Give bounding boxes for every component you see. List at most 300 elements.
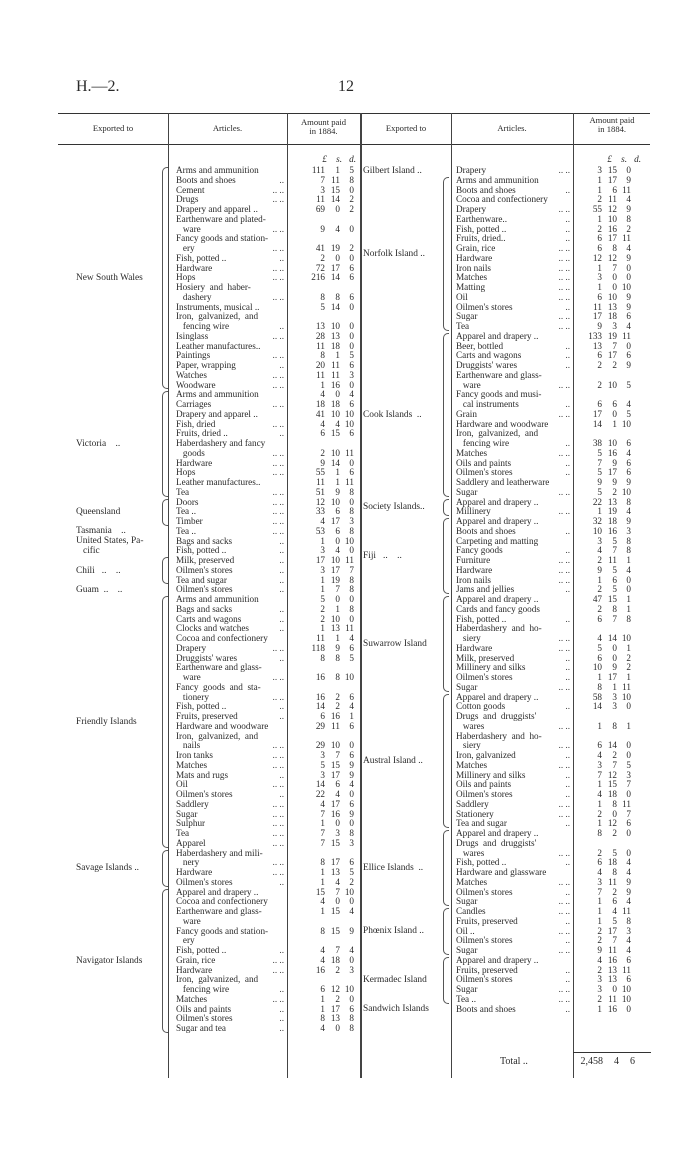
article-name: Woodware	[176, 380, 216, 390]
amount-pounds	[301, 732, 325, 742]
amount-pence: 6	[349, 643, 354, 653]
amount-pounds	[301, 917, 325, 927]
leader-dots: .. ..	[558, 292, 570, 302]
article-row	[176, 195, 284, 205]
article-row	[456, 975, 570, 985]
article-name: tionery	[176, 692, 209, 702]
amount-pounds: 216	[311, 273, 325, 283]
amount-pounds: 29	[315, 721, 325, 731]
amount-pounds: 8	[320, 926, 325, 936]
column-rule	[451, 113, 452, 1078]
article-name: Boots and shoes	[176, 175, 236, 185]
leader-dots: ..	[279, 585, 284, 595]
amount-shillings: 10	[330, 448, 340, 458]
article-name: Matting	[456, 283, 486, 292]
amount-pounds: 1	[597, 897, 602, 907]
amount-shillings: 4	[335, 877, 340, 887]
amount-shillings: 15	[607, 166, 617, 175]
article-name: Iron, galvanized, and	[176, 975, 259, 985]
amount-row	[578, 810, 631, 820]
leader-dots: .. ..	[558, 799, 570, 809]
destination-group	[363, 499, 449, 517]
article-row	[176, 751, 284, 761]
brace-mark	[162, 889, 168, 1033]
article-name: Drapery and apparel ..	[176, 205, 258, 214]
amount-pounds: 6	[597, 244, 602, 253]
articles-header: Articles.	[497, 123, 527, 133]
article-name: Fancy goods and musi-	[456, 390, 542, 400]
leader-dots: .. ..	[272, 751, 284, 760]
article-name: Fruits, preserved	[456, 965, 518, 975]
amount-row	[578, 800, 631, 810]
article-name: Hardware	[176, 965, 213, 975]
amount-pence: 5	[626, 380, 631, 390]
amount-pounds: 51	[315, 487, 325, 497]
article-name: Millinery and silks	[456, 663, 526, 673]
leader-dots: .. ..	[558, 809, 570, 819]
amount-shillings: 14	[607, 741, 617, 751]
pound-unit: £	[322, 155, 327, 164]
article-name: Leather manufactures..	[176, 341, 261, 351]
article-row	[176, 722, 284, 732]
article-row	[176, 878, 284, 888]
article-row	[176, 342, 284, 352]
amount-pounds: 55	[592, 205, 602, 214]
leader-dots: .. ..	[272, 448, 284, 458]
amount-pence: 2	[626, 224, 631, 234]
amount-pence	[340, 283, 354, 293]
amount-pence: 6	[349, 429, 354, 439]
article-row	[176, 712, 284, 722]
leader-dots: ..	[565, 400, 570, 409]
amount-pounds: 1	[597, 673, 602, 682]
article-name: Earthenware and glass-	[456, 370, 542, 380]
amount-shillings: 6	[335, 526, 340, 536]
article-name: Fruits, dried ..	[176, 429, 228, 439]
amount-pounds: 6	[597, 858, 602, 868]
amount-pounds: 1	[320, 624, 325, 634]
amount-pence: 3	[626, 770, 631, 780]
article-name: Fish, potted ..	[456, 614, 507, 624]
article-row	[176, 605, 284, 615]
amount-pence: 1	[626, 595, 631, 604]
amount-pounds: 22	[315, 790, 325, 799]
amount-shillings: 4	[612, 907, 617, 916]
amount-pence: 10	[621, 985, 631, 994]
article-row	[176, 1014, 284, 1024]
amount-pounds: 1	[320, 585, 325, 595]
amount-pence: 9	[626, 517, 631, 526]
amount-shillings: 17	[607, 673, 617, 682]
brace-mark	[443, 518, 449, 594]
amount-shillings: 14	[330, 195, 340, 205]
destination-name: Victoria ..	[76, 438, 121, 449]
article-name: Drugs and druggists'	[456, 838, 537, 848]
amount-header	[287, 118, 360, 136]
leader-dots: .. ..	[558, 487, 570, 497]
amount-pounds	[578, 429, 602, 439]
amount-pence: 0	[349, 331, 354, 341]
amount-shillings: 18	[607, 312, 617, 322]
article-name: Oilmen's stores	[176, 585, 233, 595]
leader-dots: .. ..	[272, 838, 284, 848]
leader-dots: .. ..	[272, 819, 284, 829]
amount-shillings: 13	[330, 868, 340, 877]
article-row	[456, 371, 570, 381]
amount-pounds: 72	[315, 263, 325, 273]
leader-dots: ..	[279, 985, 284, 994]
amount-pounds	[301, 975, 325, 985]
amount-pence: 0	[626, 751, 631, 760]
article-name: Oilmen's stores	[456, 468, 513, 478]
article-row	[456, 400, 570, 410]
amount-shillings: 7	[612, 263, 617, 273]
article-name: Drapery and apparel ..	[176, 409, 258, 419]
article-name: Stationery	[456, 809, 494, 819]
amount-row	[301, 858, 354, 868]
article-row	[456, 420, 570, 430]
amount-shillings: 6	[335, 780, 340, 790]
amount-pounds: 6	[597, 400, 602, 409]
amount-pounds: 133	[588, 331, 602, 341]
amount-row	[301, 624, 354, 634]
amount-shillings: 5	[612, 536, 617, 546]
amount-shillings: 7	[612, 546, 617, 556]
amount-pence: 3	[349, 965, 354, 975]
article-name: Haberdashery and ho-	[456, 624, 542, 634]
amount-row	[301, 585, 354, 595]
amount-shillings: 2	[612, 751, 617, 760]
leader-dots: .. ..	[558, 634, 570, 643]
amount-row	[301, 478, 354, 488]
article-name: Drugs	[176, 195, 199, 205]
leader-dots: ..	[565, 546, 570, 556]
brace-mark	[162, 557, 168, 584]
article-row	[456, 507, 570, 517]
amount-pounds: 3	[320, 565, 325, 575]
amount-pence	[340, 439, 354, 449]
amount-shillings	[325, 936, 340, 946]
article-name: Boots and shoes	[456, 1004, 516, 1014]
amount-shillings: 17	[330, 517, 340, 526]
amount-pounds	[301, 936, 325, 946]
amount-pence: 6	[626, 955, 631, 965]
amount-pence: 4	[349, 907, 354, 916]
article-name: fencing wire	[176, 322, 230, 331]
amount-pence	[617, 429, 631, 439]
amount-row	[301, 829, 354, 839]
amount-pounds: 1	[320, 1004, 325, 1014]
amount-row	[578, 166, 631, 176]
amount-pounds: 29	[315, 741, 325, 751]
amount-pence: 6	[626, 975, 631, 985]
amount-shillings: 15	[330, 429, 340, 439]
table-top-rule	[58, 113, 650, 114]
article-row	[456, 361, 570, 371]
article-row	[456, 381, 570, 391]
amount-row	[301, 615, 354, 625]
leader-dots: ..	[279, 361, 284, 370]
leader-dots: .. ..	[558, 985, 570, 994]
pound-unit: £	[607, 155, 612, 164]
amount-row	[301, 273, 354, 283]
amount-shillings: 8	[335, 653, 340, 663]
article-row	[176, 244, 284, 254]
leader-dots: .. ..	[272, 829, 284, 838]
amount-pence: 4	[626, 195, 631, 205]
amount-pounds: 11	[316, 370, 325, 380]
amount-row	[301, 176, 354, 186]
amount-shillings: 13	[330, 624, 340, 634]
amount-pence: 4	[349, 634, 354, 643]
leader-dots: .. ..	[558, 575, 570, 585]
amount-shillings: 8	[612, 868, 617, 877]
article-row	[456, 585, 570, 595]
amount-row	[301, 234, 354, 244]
amount-shillings: 12	[330, 985, 340, 994]
amount-shillings: 7	[335, 946, 340, 955]
amount-row	[578, 634, 631, 644]
article-row	[176, 449, 284, 459]
article-name: Oil	[176, 780, 188, 790]
amount-pence	[340, 234, 354, 244]
leader-dots: .. ..	[558, 760, 570, 770]
amount-pence: 10	[621, 283, 631, 292]
amount-shillings: 2	[612, 829, 617, 838]
amount-row	[301, 878, 354, 888]
article-row	[456, 800, 570, 810]
amount-row	[578, 420, 631, 430]
amount-shillings: 7	[612, 341, 617, 351]
article-name: Fish, potted ..	[176, 946, 227, 955]
amount-shillings: 11	[608, 946, 617, 955]
leader-dots: ..	[565, 653, 570, 663]
article-row	[456, 819, 570, 829]
article-row	[456, 322, 570, 332]
article-name: Iron, galvanized, and	[176, 312, 259, 322]
amount-shillings: 19	[607, 331, 617, 341]
article-row	[456, 741, 570, 751]
amount-row	[301, 693, 354, 703]
amount-shillings: 0	[612, 409, 617, 419]
amount-shillings: 9	[335, 643, 340, 653]
amount-pounds: 3	[597, 985, 602, 994]
amount-pence: 11	[622, 185, 631, 195]
amount-pence: 0	[349, 322, 354, 331]
leader-dots: ..	[565, 819, 570, 829]
article-row	[176, 985, 284, 995]
article-row	[176, 478, 284, 488]
amount-pence: 5	[626, 409, 631, 419]
amount-pence: 4	[626, 507, 631, 517]
leader-dots: ..	[565, 234, 570, 244]
amount-shillings: 17	[607, 468, 617, 478]
pence-unit: d.	[349, 155, 356, 164]
amount-header-line2: in 1884.	[597, 124, 627, 134]
amount-row	[301, 654, 354, 664]
amount-pounds: 4	[597, 868, 602, 877]
shilling-unit: s.	[336, 155, 342, 164]
amount-pence: 1	[626, 556, 631, 565]
left-articles-column	[176, 166, 284, 1034]
amount-pence: 0	[349, 955, 354, 965]
amount-pounds: 8	[320, 858, 325, 868]
amount-pence	[340, 215, 354, 225]
amount-pence: 2	[626, 653, 631, 663]
amount-shillings: 18	[607, 858, 617, 868]
amount-pence: 9	[626, 175, 631, 185]
amount-pence: 10	[621, 994, 631, 1004]
destination-group	[76, 889, 168, 1033]
article-row	[176, 868, 284, 878]
amount-row	[578, 663, 631, 673]
amount-pounds: 3	[597, 877, 602, 887]
amount-pounds: 18	[315, 400, 325, 409]
leader-dots: ..	[565, 663, 570, 673]
amount-shillings: 16	[607, 448, 617, 458]
amount-pounds: 8	[320, 351, 325, 361]
amount-pence: 5	[349, 653, 354, 663]
amount-pence: 8	[626, 546, 631, 556]
article-name: Mats and rugs	[176, 770, 229, 780]
article-row	[456, 673, 570, 683]
amount-shillings: 15	[330, 907, 340, 916]
amount-shillings: 10	[607, 292, 617, 302]
amount-pounds: 55	[315, 468, 325, 478]
destination-name: Ellice Islands ..	[363, 863, 424, 873]
total-amount	[573, 1056, 635, 1067]
amount-shillings	[602, 712, 617, 722]
article-name: Fruits, preserved	[176, 712, 238, 721]
amount-pounds: 17	[592, 409, 602, 419]
article-row	[176, 615, 284, 625]
amount-shillings: 9	[612, 663, 617, 673]
article-name: Apparel and drapery ..	[456, 331, 539, 341]
leader-dots: .. ..	[272, 965, 284, 975]
amount-pounds: 16	[315, 692, 325, 702]
amount-shillings: 4	[335, 546, 340, 556]
destination-name: United States, Pa-	[76, 536, 144, 546]
amount-row	[578, 761, 631, 771]
amount-pence: 8	[626, 214, 631, 224]
amount-pounds: 41	[315, 244, 325, 253]
amount-pounds: 8	[320, 1014, 325, 1024]
article-row	[456, 897, 570, 907]
article-row	[176, 303, 284, 313]
leader-dots: ..	[565, 439, 570, 448]
amount-row	[301, 819, 354, 829]
leader-dots: .. ..	[558, 741, 570, 751]
article-name: Apparel and drapery ..	[456, 955, 539, 965]
amount-pence: 8	[349, 175, 354, 185]
article-name: Jams and jellies	[456, 585, 515, 595]
amount-pence: 11	[622, 331, 631, 341]
amount-shillings: 1	[612, 419, 617, 429]
amount-pounds	[301, 849, 325, 859]
amount-pounds	[301, 215, 325, 225]
article-row	[176, 176, 284, 186]
article-name: Cards and fancy goods	[456, 604, 540, 614]
amount-pence	[340, 936, 354, 946]
amount-pence: 9	[626, 205, 631, 214]
article-row	[456, 332, 570, 342]
article-name: Tea ..	[176, 507, 197, 517]
amount-pounds: 17	[592, 312, 602, 322]
amount-row	[301, 1024, 354, 1034]
leader-dots: .. ..	[558, 721, 570, 731]
leader-dots: .. ..	[272, 292, 284, 302]
amount-header-line2: in 1884.	[309, 126, 338, 136]
shilling-unit: s.	[621, 155, 627, 164]
amount-row	[301, 215, 354, 225]
amount-row	[301, 488, 354, 498]
leader-dots: ..	[279, 575, 284, 585]
amount-shillings	[325, 234, 340, 244]
destination-group	[363, 518, 449, 594]
amount-row	[578, 225, 631, 235]
article-name: nails	[176, 741, 201, 751]
article-name: Clocks and watches	[176, 624, 249, 634]
article-name: Matches	[176, 994, 208, 1004]
amount-pounds: 4	[320, 517, 325, 526]
amount-pounds: 2	[597, 380, 602, 390]
destination-name: Guam .. ..	[76, 584, 123, 595]
amount-pence: 0	[349, 741, 354, 751]
amount-shillings: 0	[612, 809, 617, 819]
amount-row	[578, 429, 631, 439]
amount-row	[301, 205, 354, 215]
amount-row	[301, 644, 354, 654]
amount-pence	[340, 917, 354, 927]
amount-row	[301, 761, 354, 771]
article-row	[176, 858, 284, 868]
destination-name: Cook Islands ..	[363, 409, 422, 420]
unit-row-left	[303, 155, 356, 165]
article-row	[176, 381, 284, 391]
article-name: Saddlery and leatherware	[456, 478, 550, 487]
leader-dots: .. ..	[272, 497, 284, 507]
amount-row	[301, 420, 354, 430]
leader-dots: .. ..	[272, 244, 284, 253]
amount-shillings: 4	[335, 224, 340, 234]
article-row	[456, 546, 570, 556]
amount-pounds: 8	[597, 682, 602, 692]
amount-pounds: 3	[320, 546, 325, 556]
amount-shillings: 5	[612, 585, 617, 595]
amount-pence: 0	[349, 302, 354, 312]
amount-pence: 0	[626, 702, 631, 712]
amount-row	[301, 780, 354, 790]
leader-dots: ..	[279, 1004, 284, 1014]
amount-pounds: 14	[592, 702, 602, 712]
amount-pence: 8	[349, 829, 354, 838]
amount-pence: 11	[345, 478, 354, 487]
amount-row	[301, 195, 354, 205]
destination-group	[76, 596, 168, 848]
amount-row	[301, 244, 354, 254]
amount-pounds	[301, 683, 325, 693]
leader-dots: .. ..	[558, 263, 570, 273]
article-row	[456, 293, 570, 303]
amount-pounds: 2	[320, 604, 325, 614]
amount-shillings	[602, 732, 617, 742]
article-name: Oil ..	[456, 926, 475, 936]
amount-pence: 9	[349, 926, 354, 936]
article-name: Apparel and drapery ..	[456, 595, 539, 604]
amount-pence: 11	[622, 965, 631, 975]
article-row	[176, 351, 284, 361]
article-name: Drapery	[456, 205, 487, 214]
